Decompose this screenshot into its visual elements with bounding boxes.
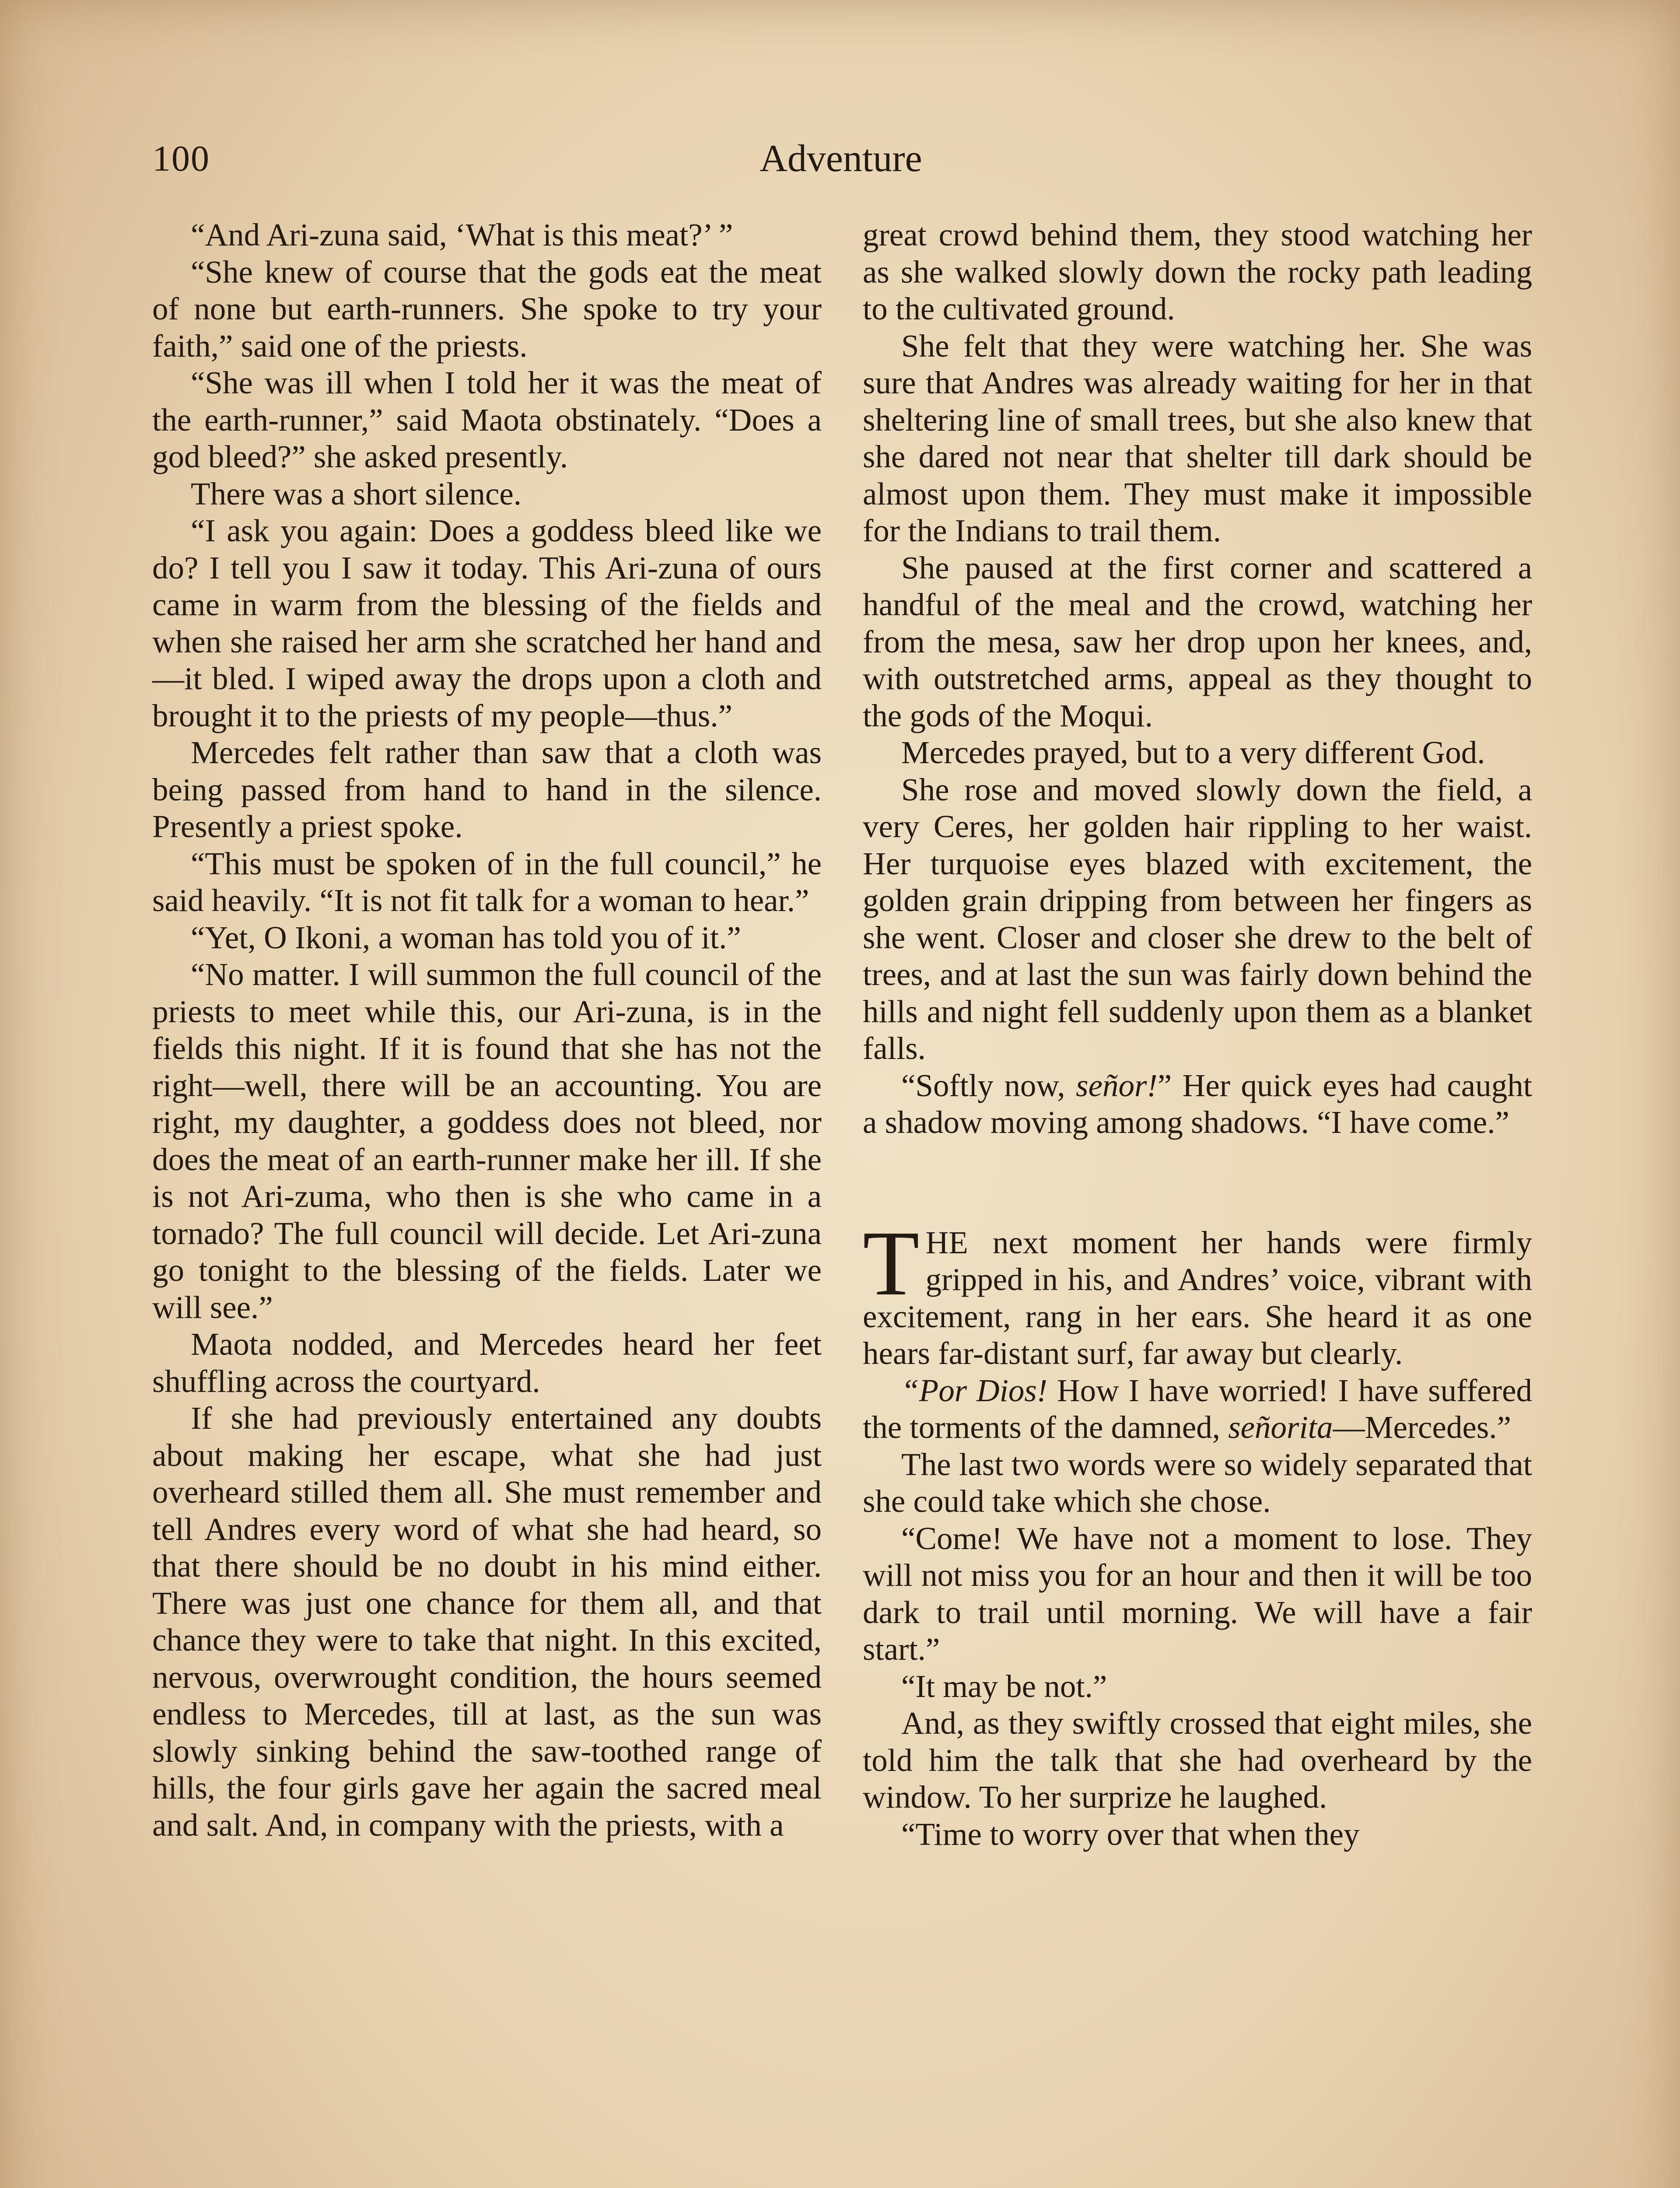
left-column	[152, 217, 822, 1844]
dropcap-paragraph	[863, 1211, 1532, 1372]
text-run: HE next moment her hands were firmly gripped in his, and Andres’ voice, vibrant with excitement, rang in her ears. She heard it as one hears far-distant surf, far away but clearly.	[863, 1224, 1532, 1371]
paragraph: She paused at the first corner and scattered a handful of the meal and the crowd, watching her from the mesa, saw her drop upon her knees, and, with outstretched arms, appeal as they thought to the gods of the Moqui.	[863, 550, 1532, 733]
text-run: “Softly now,	[901, 1067, 1076, 1103]
paragraph: The last two words were so widely separated that she could take which she chose.	[863, 1446, 1532, 1519]
paragraph: Mercedes felt rather than saw that a cloth was being passed from hand to hand in the silence. Presently a priest spoke.	[152, 735, 822, 844]
italic-run: señorita	[1228, 1410, 1333, 1445]
right-column	[863, 217, 1532, 1853]
italic-run: “Por Dios!	[901, 1372, 1048, 1408]
running-head-title: Adventure	[760, 137, 922, 180]
paragraph: “Time to worry over that when they	[901, 1816, 1360, 1852]
paragraph: She felt that they were watching her. She was sure that Andres was already waiting for her in that sheltering line of small trees, but she also knew that she dared not near that shelter till dark should be almost upon them. They must make it impossible for the Indians to trail them.	[863, 328, 1532, 548]
paragraph: And, as they swiftly crossed that eight miles, she told him the talk that she had overheard by the window. To her surprize he laughed.	[863, 1705, 1532, 1815]
paragraph: Mercedes prayed, but to a very different God.	[901, 735, 1485, 770]
drop-cap: T	[863, 1211, 920, 1315]
text-run: —Mercedes.”	[1333, 1410, 1511, 1445]
paragraph: “No matter. I will summon the full council of the priests to meet while this, our Ari-zuna, is in the fields this night. If it is found that she has not the right—well, there will be an accounting. You are right, my daughter, a goddess does not bleed, nor does the meat of an earth-runner make her ill. If she is not Ari-zuma, who then is she who came in a tornado? The full council will decide. Let Ari-zuna go tonight to the blessing of the fields. Later we will see.”	[152, 957, 822, 1325]
paragraph: She rose and moved slowly down the field, a very Ceres, her golden hair rippling to her waist. Her turquoise eyes blazed with excitement, the golden grain dripping from between her fingers as she went. Closer and closer she drew to the belt of trees, and at last the sun was fairly down behind the hills and night fell suddenly upon them as a blanket falls.	[863, 771, 1532, 1066]
paragraph: Maota nodded, and Mercedes heard her feet shuffling across the courtyard.	[152, 1326, 822, 1399]
paragraph: “And Ari-zuna said, ‘What is this meat?’ ”	[191, 217, 733, 252]
continued-paragraph: great crowd behind them, they stood watching her as she walked slowly down the rocky path leading to the cultivated ground.	[863, 217, 1532, 326]
paragraph: There was a short silence.	[191, 476, 522, 512]
page-header	[152, 130, 1530, 187]
paragraph: If she had previously entertained any doubts about making her escape, what she had just overheard stilled them all. She must remember and tell Andres every word of what she had heard, so that there should be no doubt in his mind either. There was just one chance for them all, and that chance they were to take that night. In this excited, nervous, overwrought condition, the hours seemed endless to Mercedes, till at last, as the sun was slowly sinking behind the saw-toothed range of hills, the four girls gave her again the sacred meal and salt. And, in company with the priests, with a	[152, 1400, 822, 1843]
paragraph: “She knew of course that the gods eat the meat of none but earth-runners. She spoke to try your faith,” said one of the priests.	[152, 254, 822, 364]
paragraph: “This must be spoken of in the full council,” he said heavily. “It is not fit talk for a woman to hear.”	[152, 845, 822, 918]
paragraph: “I ask you again: Does a goddess bleed like we do? I tell you I saw it today. This Ari-zuna of ours came in warm from the blessing of the fields and when she raised her arm she scratched her hand and—it bled. I wiped away the drops upon a cloth and brought it to the priests of my people—thus.”	[152, 513, 822, 733]
text-run: How I have worried! I have suffered the torments of the damned,	[863, 1372, 1532, 1445]
paragraph: “It may be not.”	[901, 1668, 1107, 1704]
paragraph: “She was ill when I told her it was the meat of the earth-runner,” said Maota obstinately. “Does a god bleed?” she asked presently.	[152, 365, 822, 474]
page-number: 100	[152, 138, 210, 179]
paragraph-por-dios	[863, 1372, 1532, 1446]
paragraph: “Yet, O Ikoni, a woman has told you of it.”	[191, 919, 741, 955]
paragraph-softly-now	[863, 1067, 1532, 1141]
italic-run: señor!	[1076, 1067, 1158, 1103]
section-break	[863, 1141, 1532, 1224]
text-run: ” Her quick eyes had caught a shadow moving among shadows. “I have come.”	[863, 1067, 1532, 1140]
paragraph: “Come! We have not a moment to lose. They will not miss you for an hour and then it will be too dark to trail until morning. We will have a fair start.”	[863, 1520, 1532, 1667]
